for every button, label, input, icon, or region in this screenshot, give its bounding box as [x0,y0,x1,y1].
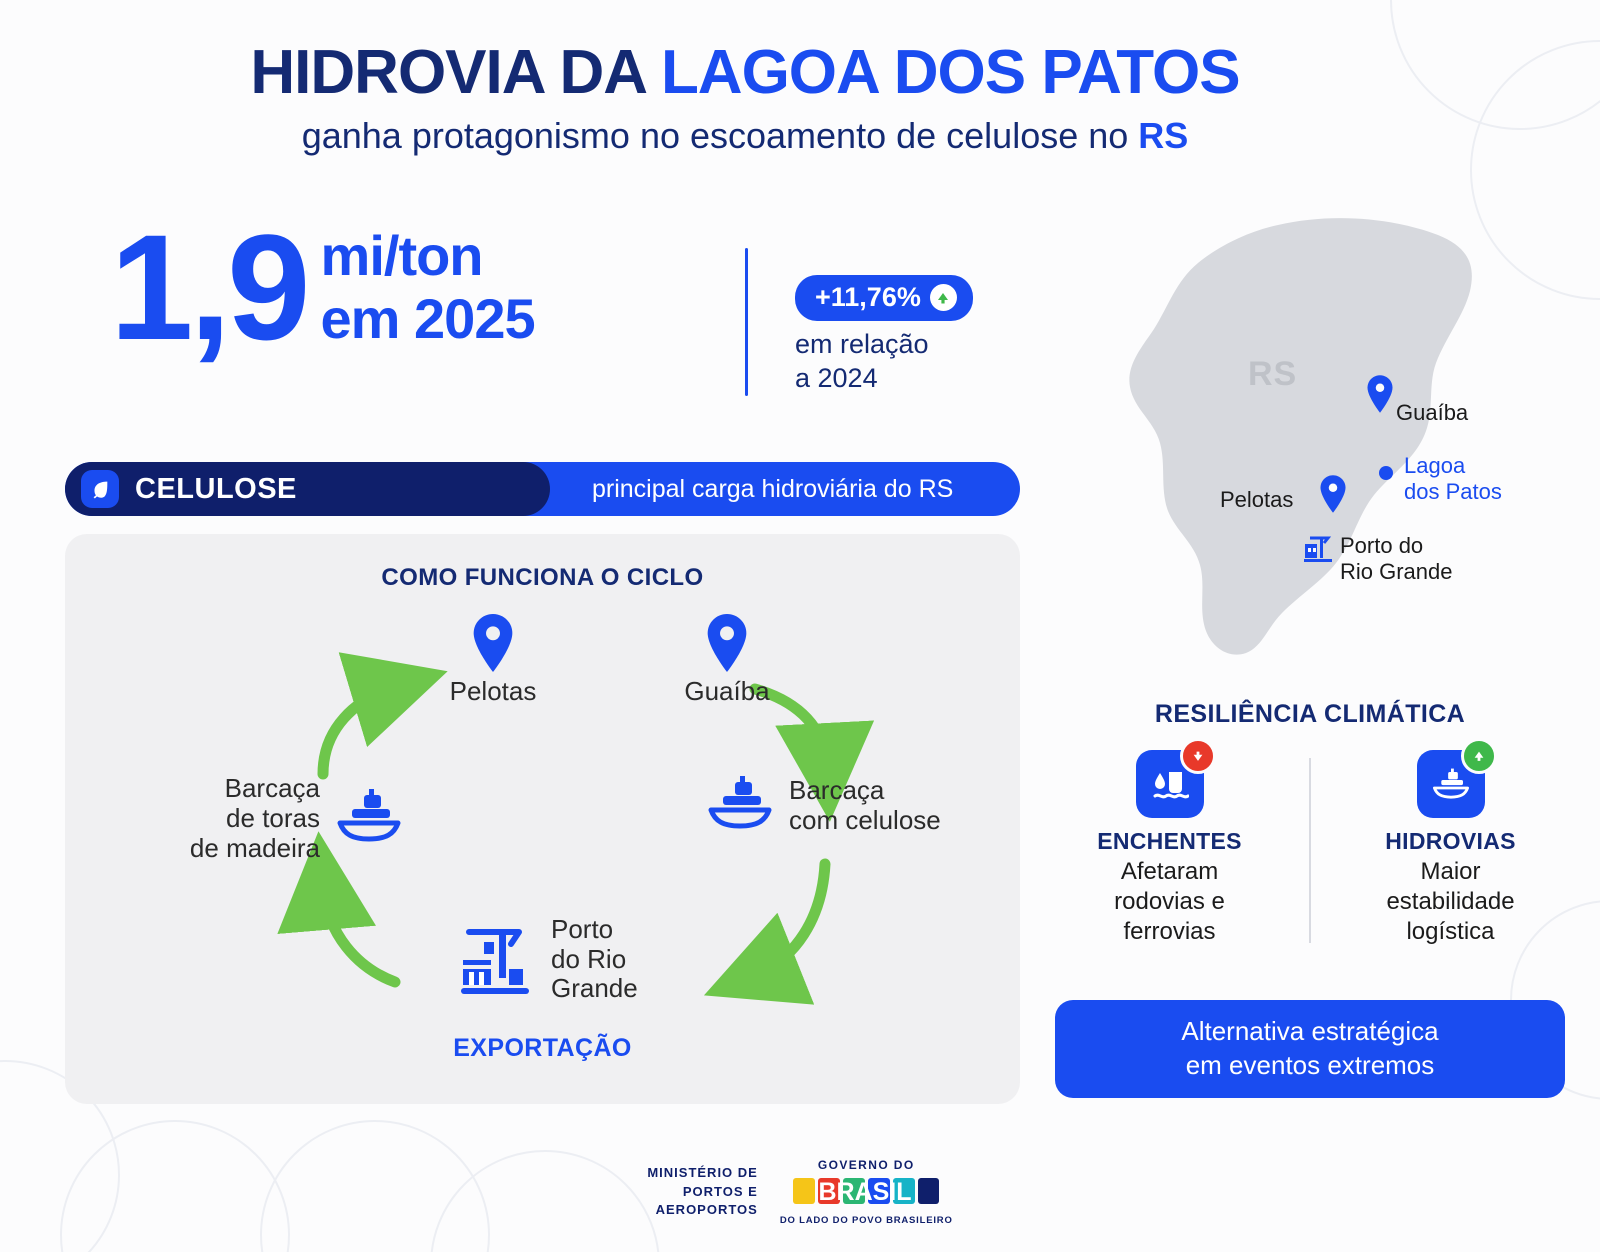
porto-line-1: Porto do [1340,533,1424,558]
headline-metric [110,203,535,371]
ministry-line-3: AEROPORTOS [655,1202,758,1218]
barge-pulp-line-2: com celulose [789,804,941,835]
resilience-title: RESILIÊNCIA CLIMÁTICA [1154,700,1466,728]
variation-subtext [795,328,973,396]
cargo-bar [65,462,1020,516]
callout-line-2: em eventos extremos [1185,1050,1435,1080]
subtitle-part-2: RS [1138,115,1189,157]
variation-badge [795,275,973,321]
waterways-body [1323,857,1578,947]
page-subtitle [0,115,1490,157]
header [0,40,1490,157]
cargo-tag [65,462,550,516]
subtitle-part-1: ganha protagonismo no escoamento de celulose no [301,115,1139,157]
map-pin-pelotas-icon [1318,475,1348,518]
floods-body-line-3: ferrovias [1123,918,1216,945]
ministry-logo [647,1164,758,1221]
metric-value: 1,9 [110,203,307,371]
trend-down-icon [1180,738,1216,774]
variation-value: +11,76% [815,282,921,312]
map-pin-icon [703,659,751,676]
porto-line-2: Rio Grande [1340,559,1453,585]
cycle-node-barge-pulp [705,774,1005,837]
resilience-divider [1309,758,1311,943]
resilience-column-floods [1042,750,1297,947]
cycle-title: COMO FUNCIONA O CICLO [381,564,704,591]
cycle-node-guaiba-label: Guaíba [684,676,770,706]
floods-body [1042,857,1297,947]
title-part-1: HIDROVIA DA [250,38,661,107]
strategic-callout [1055,1000,1565,1098]
cycle-node-barge-logs-text [135,774,320,864]
svg-text:BRASIL: BRASIL [818,1178,912,1206]
waterways-body-line-3: logística [1406,918,1495,945]
map-state-label: RS [1248,355,1298,393]
floods-body-line-1: Afetaram [1120,858,1219,885]
floods-heading: ENCHENTES [1097,828,1242,854]
barge-logs-line-1: Barcaça [224,773,320,803]
port-line-1: Porto [551,913,614,944]
port-building-icon [1302,532,1334,569]
page-title [0,40,1490,105]
ministry-line-1: MINISTÉRIO DE [647,1164,758,1180]
port-line-2: do Rio [551,943,627,974]
map-label-lagoa-dos-patos [1404,453,1502,506]
cycle-node-pelotas [393,614,593,707]
lagoa-line-2: dos Patos [1404,479,1502,505]
title-part-2: LAGOA DOS PATOS [660,38,1240,107]
metric-unit-line-2: em 2025 [320,286,535,350]
map-pin-icon [469,659,517,676]
cycle-footer-label: EXPORTAÇÃO [453,1034,632,1062]
callout-line-1: Alternativa estratégica [1181,1016,1439,1047]
cycle-node-barge-logs [135,774,405,864]
barge-logs-line-3: de madeira [189,832,320,863]
barge-pulp-line-1: Barcaça [789,774,885,805]
port-line-3: Grande [551,973,638,1004]
waterways-body-line-2: estabilidade [1386,888,1515,915]
cargo-tag-label: CELULOSE [135,472,297,505]
variation-subtext-line-1: em relação [795,329,929,359]
rs-state-shape [1030,195,1590,685]
map-label-porto-rio-grande [1340,533,1453,586]
gov-brasil-logo [780,1158,953,1226]
barge-logs-line-2: de toras [226,802,320,833]
map-label-pelotas: Pelotas [1220,487,1294,512]
waterways-body-line-1: Maior [1420,858,1481,885]
port-crane-icon [455,914,541,1005]
floods-icon-wrap [1136,750,1204,818]
resilience-column-waterways [1323,750,1578,947]
cycle-node-pelotas-label: Pelotas [449,676,537,706]
barge-icon [705,774,775,837]
floods-body-line-2: rodovias e [1114,888,1225,915]
ministry-line-2: PORTOS E [682,1183,758,1199]
waterways-icon-wrap [1417,750,1485,818]
gov-bottom-line: DO LADO DO POVO BRASILEIRO [779,1215,953,1226]
cycle-node-port-text [551,915,638,1005]
brasil-wordmark-icon [791,1174,941,1208]
cycle-node-barge-pulp-text [789,776,941,836]
map-pin-guaiba-icon [1365,375,1395,418]
cycle-node-port [455,914,785,1005]
metric-unit [321,225,535,350]
barge-icon [334,787,404,850]
arrow-up-icon [930,284,957,311]
leaf-icon [81,470,119,508]
cargo-description: principal carga hidroviária do RS [592,474,954,503]
trend-up-icon [1461,738,1497,774]
resilience-columns [1030,750,1590,980]
map-label-guaiba: Guaíba [1396,400,1469,425]
footer [0,1158,1600,1226]
map-dot-lagoa-icon [1378,465,1394,486]
metric-unit-line-1: mi/ton [320,223,483,287]
cycle-panel [65,534,1020,1104]
metric-divider [745,248,748,396]
lagoa-line-1: Lagoa [1404,453,1466,478]
map-region [1030,195,1590,685]
cycle-node-guaiba [627,614,827,707]
gov-top-line: GOVERNO DO [817,1158,915,1172]
waterways-heading: HIDROVIAS [1385,828,1516,854]
variation-block [795,275,973,396]
variation-subtext-line-2: a 2024 [795,362,878,393]
